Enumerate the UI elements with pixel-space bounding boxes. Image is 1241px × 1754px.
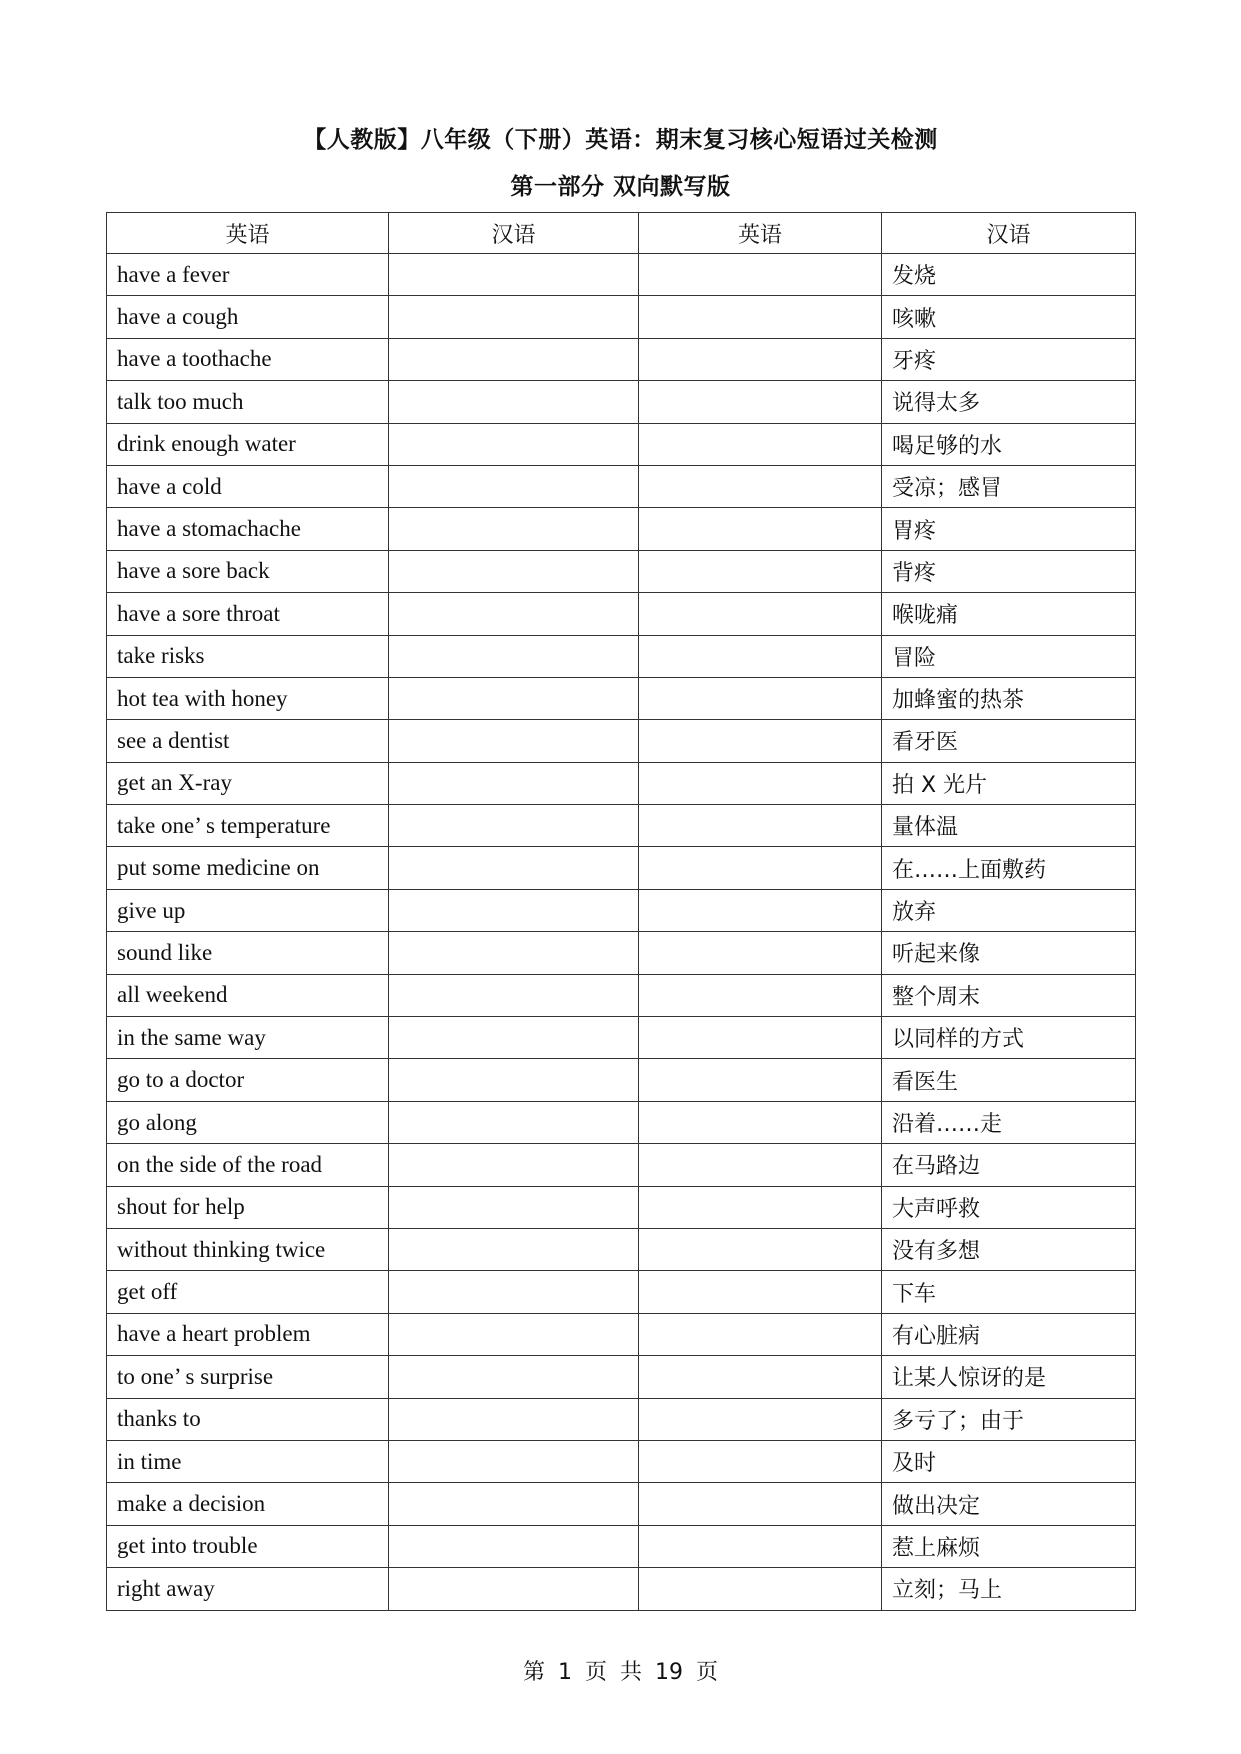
- english-phrase-cell: have a cold: [107, 465, 389, 507]
- english-phrase-cell: hot tea with honey: [107, 677, 389, 719]
- english-phrase-cell: in the same way: [107, 1017, 389, 1059]
- english-answer-blank[interactable]: [639, 1440, 882, 1482]
- chinese-answer-blank[interactable]: [389, 1398, 639, 1440]
- chinese-answer-blank[interactable]: [389, 1440, 639, 1482]
- english-phrase-cell: have a heart problem: [107, 1313, 389, 1355]
- chinese-answer-blank[interactable]: [389, 847, 639, 889]
- chinese-phrase-cell: 牙疼: [882, 338, 1136, 380]
- chinese-answer-blank[interactable]: [389, 677, 639, 719]
- english-answer-blank[interactable]: [639, 423, 882, 465]
- english-answer-blank[interactable]: [639, 1101, 882, 1143]
- english-phrase-cell: take one’ s temperature: [107, 805, 389, 847]
- english-phrase-cell: make a decision: [107, 1483, 389, 1525]
- english-answer-blank[interactable]: [639, 1568, 882, 1610]
- chinese-phrase-cell: 多亏了；由于: [882, 1398, 1136, 1440]
- english-phrase-cell: on the side of the road: [107, 1144, 389, 1186]
- english-answer-blank[interactable]: [639, 338, 882, 380]
- chinese-answer-blank[interactable]: [389, 1356, 639, 1398]
- english-answer-blank[interactable]: [639, 550, 882, 592]
- chinese-answer-blank[interactable]: [389, 508, 639, 550]
- english-answer-blank[interactable]: [639, 1017, 882, 1059]
- chinese-answer-blank[interactable]: [389, 720, 639, 762]
- table-row: [107, 423, 1136, 465]
- chinese-phrase-cell: 没有多想: [882, 1228, 1136, 1270]
- chinese-answer-blank[interactable]: [389, 889, 639, 931]
- header-chinese-1: 汉语: [389, 213, 639, 254]
- english-answer-blank[interactable]: [639, 1186, 882, 1228]
- chinese-answer-blank[interactable]: [389, 550, 639, 592]
- table-row: [107, 762, 1136, 804]
- english-phrase-cell: right away: [107, 1568, 389, 1610]
- english-answer-blank[interactable]: [639, 762, 882, 804]
- chinese-phrase-cell: 胃疼: [882, 508, 1136, 550]
- chinese-phrase-cell: 及时: [882, 1440, 1136, 1482]
- header-english-1: 英语: [107, 213, 389, 254]
- chinese-phrase-cell: 沿着……走: [882, 1101, 1136, 1143]
- chinese-phrase-cell: 放弃: [882, 889, 1136, 931]
- chinese-phrase-cell: 做出决定: [882, 1483, 1136, 1525]
- table-row: [107, 338, 1136, 380]
- chinese-phrase-cell: 在马路边: [882, 1144, 1136, 1186]
- english-phrase-cell: get into trouble: [107, 1525, 389, 1567]
- english-answer-blank[interactable]: [639, 1228, 882, 1270]
- chinese-answer-blank[interactable]: [389, 1525, 639, 1567]
- chinese-answer-blank[interactable]: [389, 1313, 639, 1355]
- chinese-answer-blank[interactable]: [389, 1101, 639, 1143]
- chinese-answer-blank[interactable]: [389, 338, 639, 380]
- chinese-phrase-cell: 冒险: [882, 635, 1136, 677]
- english-answer-blank[interactable]: [639, 847, 882, 889]
- table-row: [107, 635, 1136, 677]
- english-phrase-cell: have a toothache: [107, 338, 389, 380]
- english-phrase-cell: have a sore back: [107, 550, 389, 592]
- table-row: [107, 1144, 1136, 1186]
- chinese-answer-blank[interactable]: [389, 1186, 639, 1228]
- chinese-phrase-cell: 以同样的方式: [882, 1017, 1136, 1059]
- english-answer-blank[interactable]: [639, 593, 882, 635]
- english-phrase-cell: all weekend: [107, 974, 389, 1016]
- english-answer-blank[interactable]: [639, 1483, 882, 1525]
- chinese-answer-blank[interactable]: [389, 1017, 639, 1059]
- english-phrase-cell: have a stomachache: [107, 508, 389, 550]
- chinese-phrase-cell: 说得太多: [882, 381, 1136, 423]
- english-phrase-cell: give up: [107, 889, 389, 931]
- chinese-answer-blank[interactable]: [389, 762, 639, 804]
- english-phrase-cell: take risks: [107, 635, 389, 677]
- english-answer-blank[interactable]: [639, 720, 882, 762]
- table-row: [107, 1059, 1136, 1101]
- vocabulary-table: [106, 212, 1136, 1611]
- chinese-phrase-cell: 拍 X 光片: [882, 762, 1136, 804]
- table-row: [107, 1483, 1136, 1525]
- table-row: [107, 974, 1136, 1016]
- chinese-answer-blank[interactable]: [389, 932, 639, 974]
- english-answer-blank[interactable]: [639, 677, 882, 719]
- table-row: [107, 1398, 1136, 1440]
- chinese-phrase-cell: 看牙医: [882, 720, 1136, 762]
- table-row: [107, 1017, 1136, 1059]
- table-row: [107, 889, 1136, 931]
- chinese-answer-blank[interactable]: [389, 805, 639, 847]
- english-answer-blank[interactable]: [639, 635, 882, 677]
- chinese-answer-blank[interactable]: [389, 1144, 639, 1186]
- english-answer-blank[interactable]: [639, 1525, 882, 1567]
- chinese-phrase-cell: 喉咙痛: [882, 593, 1136, 635]
- table-row: [107, 847, 1136, 889]
- english-phrase-cell: talk too much: [107, 381, 389, 423]
- table-row: [107, 1228, 1136, 1270]
- table-row: [107, 1313, 1136, 1355]
- table-row: [107, 593, 1136, 635]
- english-answer-blank[interactable]: [639, 508, 882, 550]
- english-phrase-cell: drink enough water: [107, 423, 389, 465]
- english-phrase-cell: in time: [107, 1440, 389, 1482]
- table-row: [107, 296, 1136, 338]
- english-answer-blank[interactable]: [639, 974, 882, 1016]
- chinese-phrase-cell: 受凉；感冒: [882, 465, 1136, 507]
- chinese-phrase-cell: 在……上面敷药: [882, 847, 1136, 889]
- chinese-phrase-cell: 看医生: [882, 1059, 1136, 1101]
- section-subtitle: 第一部分 双向默写版: [510, 174, 731, 200]
- english-answer-blank[interactable]: [639, 254, 882, 296]
- chinese-phrase-cell: 咳嗽: [882, 296, 1136, 338]
- table-row: [107, 1186, 1136, 1228]
- table-row: [107, 677, 1136, 719]
- chinese-phrase-cell: 喝足够的水: [882, 423, 1136, 465]
- english-answer-blank[interactable]: [639, 381, 882, 423]
- english-phrase-cell: see a dentist: [107, 720, 389, 762]
- chinese-answer-blank[interactable]: [389, 1059, 639, 1101]
- chinese-phrase-cell: 惹上麻烦: [882, 1525, 1136, 1567]
- english-answer-blank[interactable]: [639, 296, 882, 338]
- english-answer-blank[interactable]: [639, 805, 882, 847]
- english-answer-blank[interactable]: [639, 1144, 882, 1186]
- chinese-phrase-cell: 有心脏病: [882, 1313, 1136, 1355]
- chinese-phrase-cell: 背疼: [882, 550, 1136, 592]
- chinese-answer-blank[interactable]: [389, 465, 639, 507]
- chinese-phrase-cell: 下车: [882, 1271, 1136, 1313]
- table-row: [107, 1525, 1136, 1567]
- chinese-phrase-cell: 大声呼救: [882, 1186, 1136, 1228]
- table-row: [107, 550, 1136, 592]
- english-answer-blank[interactable]: [639, 1059, 882, 1101]
- chinese-answer-blank[interactable]: [389, 254, 639, 296]
- table-row: [107, 465, 1136, 507]
- table-row: [107, 508, 1136, 550]
- english-phrase-cell: shout for help: [107, 1186, 389, 1228]
- table-body: [107, 254, 1136, 1611]
- english-phrase-cell: without thinking twice: [107, 1228, 389, 1270]
- document-title: 【人教版】八年级（下册）英语：期末复习核心短语过关检测: [303, 127, 938, 153]
- table-row: [107, 932, 1136, 974]
- table-header-row: [107, 213, 1136, 254]
- table-row: [107, 805, 1136, 847]
- table-row: [107, 1101, 1136, 1143]
- chinese-answer-blank[interactable]: [389, 593, 639, 635]
- english-phrase-cell: go to a doctor: [107, 1059, 389, 1101]
- english-phrase-cell: to one’ s surprise: [107, 1356, 389, 1398]
- header-chinese-2: 汉语: [882, 213, 1136, 254]
- chinese-phrase-cell: 让某人惊讶的是: [882, 1356, 1136, 1398]
- chinese-answer-blank[interactable]: [389, 1568, 639, 1610]
- english-phrase-cell: thanks to: [107, 1398, 389, 1440]
- chinese-answer-blank[interactable]: [389, 1228, 639, 1270]
- chinese-phrase-cell: 听起来像: [882, 932, 1136, 974]
- english-phrase-cell: go along: [107, 1101, 389, 1143]
- table-row: [107, 1440, 1136, 1482]
- english-phrase-cell: get off: [107, 1271, 389, 1313]
- table-row: [107, 381, 1136, 423]
- english-answer-blank[interactable]: [639, 932, 882, 974]
- chinese-answer-blank[interactable]: [389, 296, 639, 338]
- chinese-answer-blank[interactable]: [389, 423, 639, 465]
- chinese-answer-blank[interactable]: [389, 1271, 639, 1313]
- table-row: [107, 254, 1136, 296]
- english-phrase-cell: have a sore throat: [107, 593, 389, 635]
- table-row: [107, 1356, 1136, 1398]
- chinese-answer-blank[interactable]: [389, 635, 639, 677]
- chinese-answer-blank[interactable]: [389, 1483, 639, 1525]
- header-english-2: 英语: [639, 213, 882, 254]
- chinese-phrase-cell: 整个周末: [882, 974, 1136, 1016]
- english-phrase-cell: put some medicine on: [107, 847, 389, 889]
- table-row: [107, 720, 1136, 762]
- page-number: 第 1 页 共 19 页: [523, 1660, 718, 1685]
- english-answer-blank[interactable]: [639, 889, 882, 931]
- chinese-phrase-cell: 发烧: [882, 254, 1136, 296]
- chinese-answer-blank[interactable]: [389, 381, 639, 423]
- english-answer-blank[interactable]: [639, 1356, 882, 1398]
- english-phrase-cell: get an X-ray: [107, 762, 389, 804]
- chinese-phrase-cell: 立刻；马上: [882, 1568, 1136, 1610]
- english-answer-blank[interactable]: [639, 1398, 882, 1440]
- chinese-answer-blank[interactable]: [389, 974, 639, 1016]
- chinese-phrase-cell: 加蜂蜜的热茶: [882, 677, 1136, 719]
- english-phrase-cell: have a cough: [107, 296, 389, 338]
- english-answer-blank[interactable]: [639, 465, 882, 507]
- chinese-phrase-cell: 量体温: [882, 805, 1136, 847]
- table-row: [107, 1568, 1136, 1610]
- table-row: [107, 1271, 1136, 1313]
- english-answer-blank[interactable]: [639, 1313, 882, 1355]
- english-answer-blank[interactable]: [639, 1271, 882, 1313]
- english-phrase-cell: sound like: [107, 932, 389, 974]
- english-phrase-cell: have a fever: [107, 254, 389, 296]
